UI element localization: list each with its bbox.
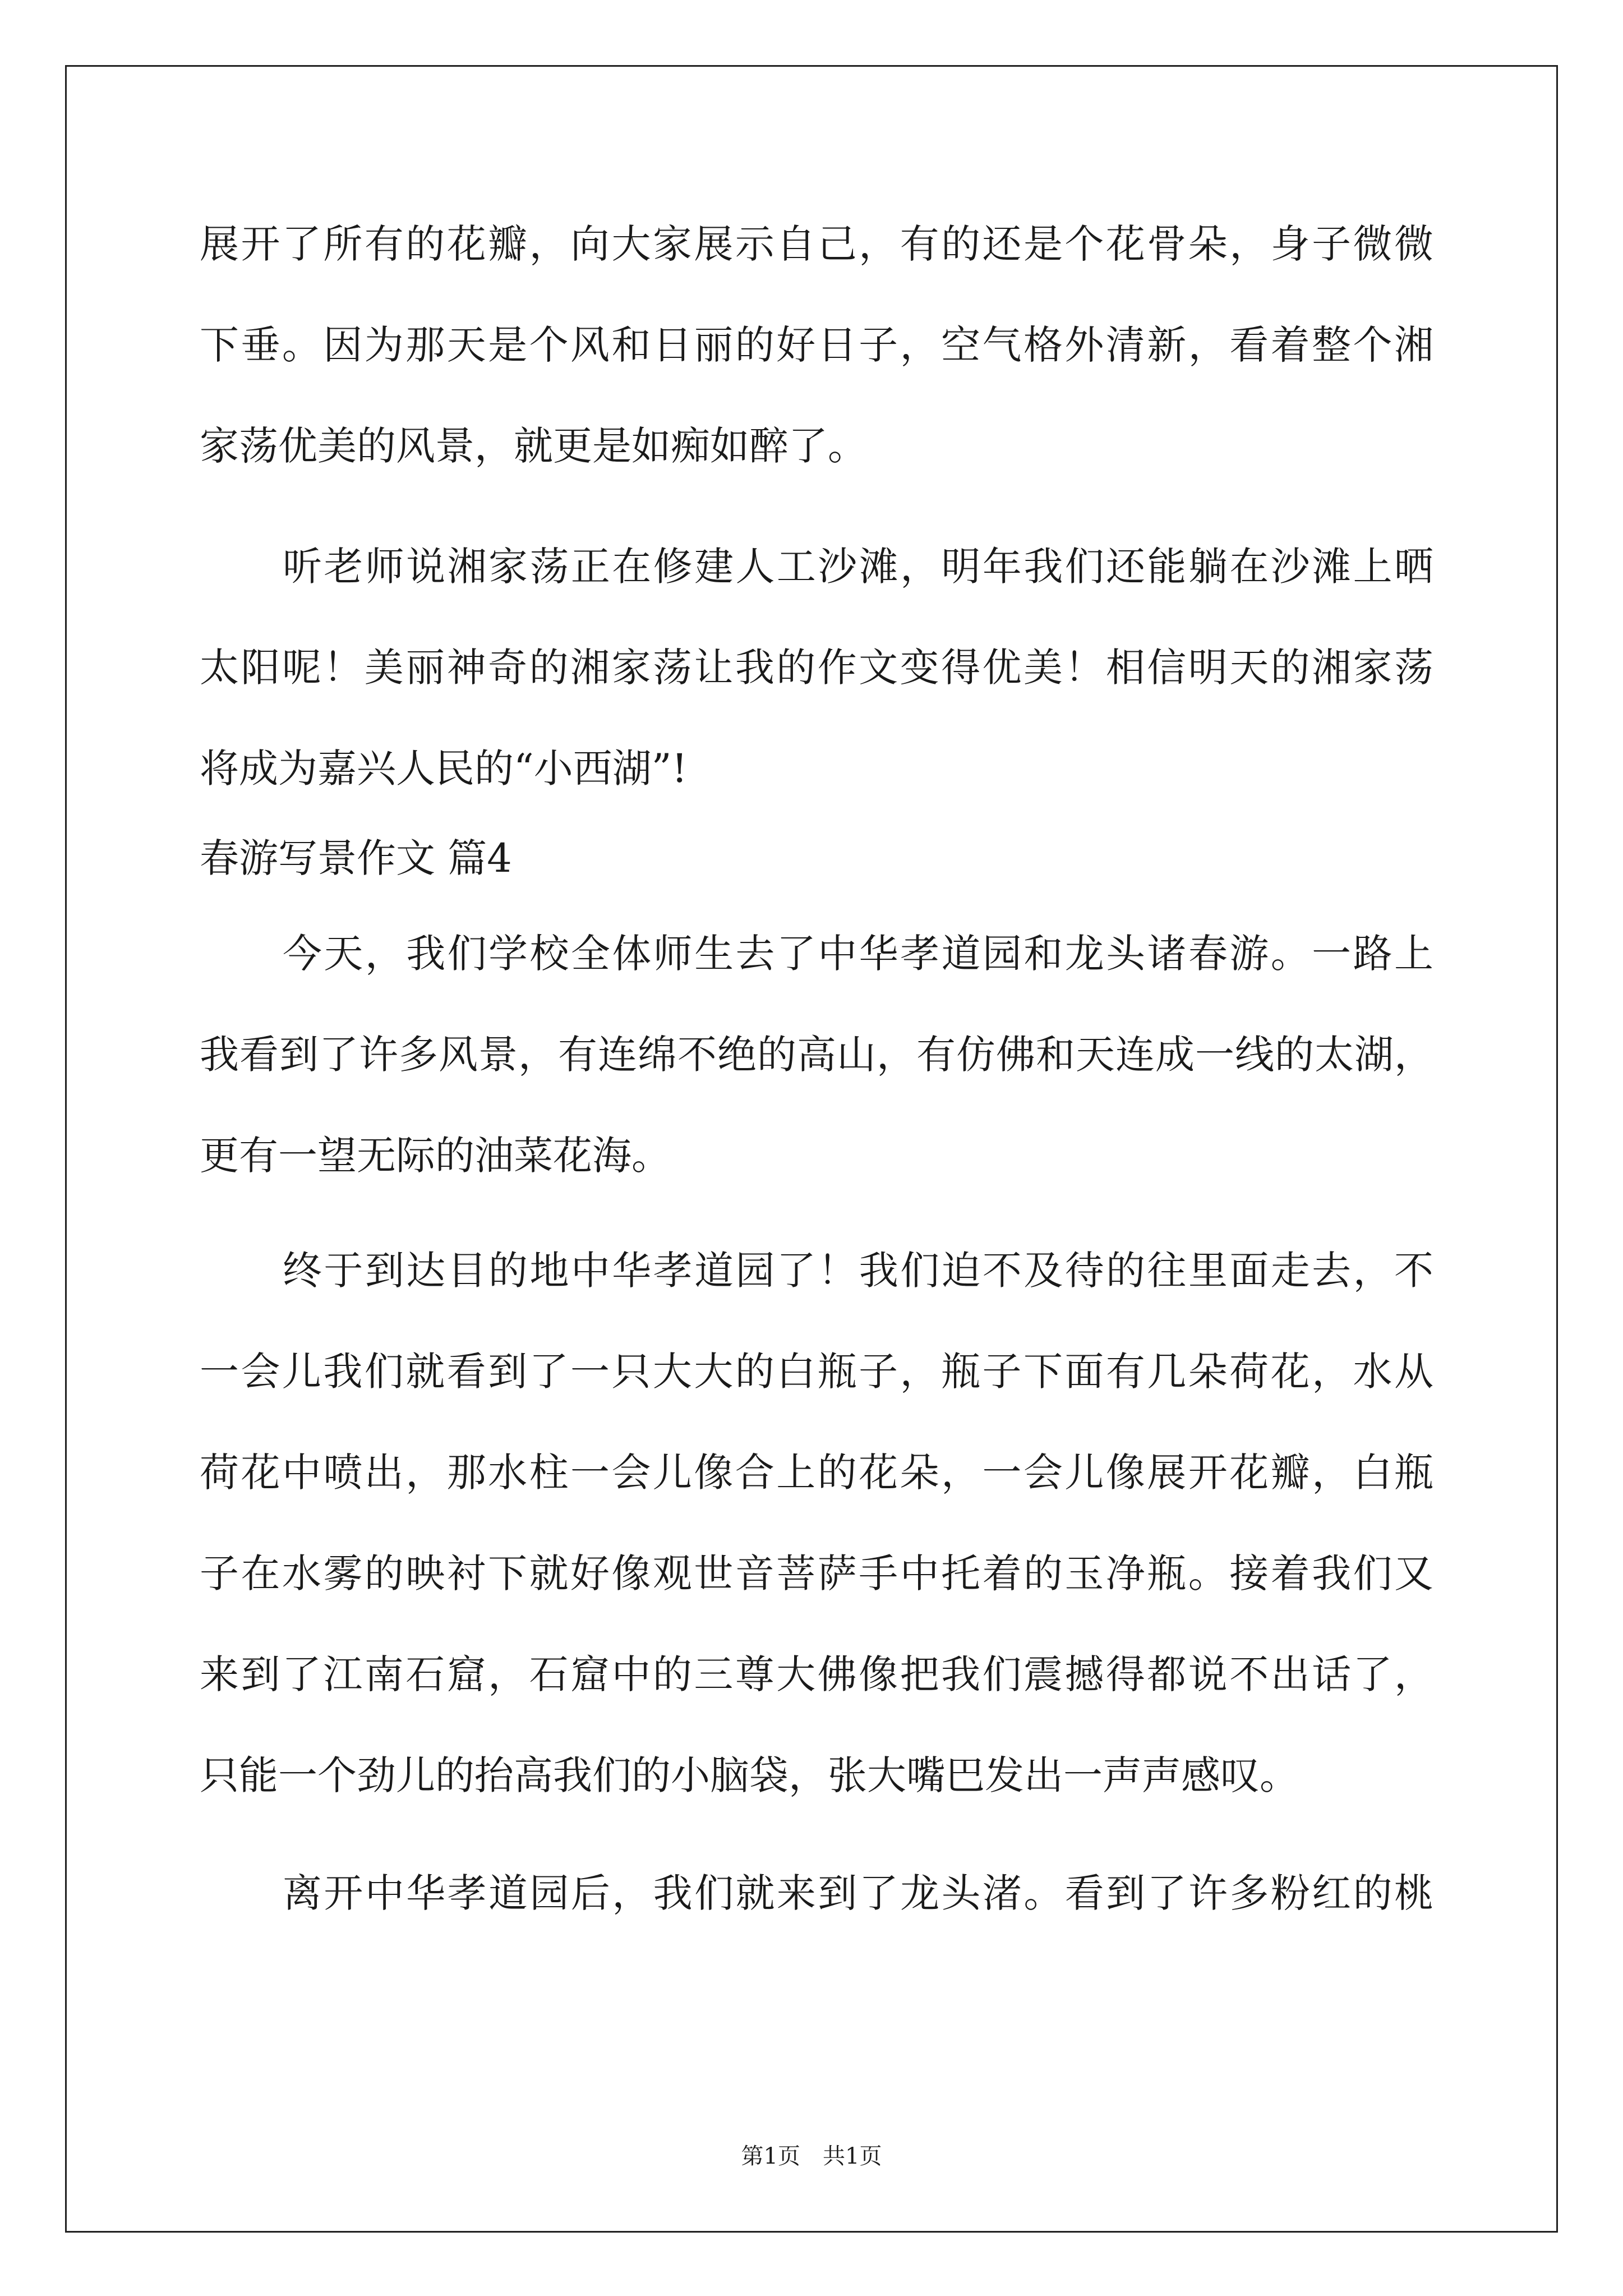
text-line: 一会儿我们就看到了一只大大的白瓶子，瓶子下面有几朵荷花，水从 xyxy=(200,1349,1433,1395)
text-line: 将成为嘉兴人民的“小西湖”! xyxy=(200,746,688,792)
section-heading: 春游写景作文 篇4 xyxy=(200,835,512,881)
text-line: 离开中华孝道园后，我们就来到了龙头渚。看到了许多粉红的桃 xyxy=(283,1870,1433,1916)
text-line: 来到了江南石窟，石窟中的三尊大佛像把我们震撼得都说不出话了， xyxy=(200,1651,1433,1697)
text-line: 下垂。因为那天是个风和日丽的好日子，空气格外清新，看着整个湘 xyxy=(200,322,1433,368)
page-number-footer: 第1页 共1页 xyxy=(741,2143,882,2169)
text-line: 子在水雾的映衬下就好像观世音菩萨手中托着的玉净瓶。接着我们又 xyxy=(200,1550,1433,1596)
text-line: 荷花中喷出，那水柱一会儿像合上的花朵，一会儿像展开花瓣，白瓶 xyxy=(200,1450,1433,1496)
text-line: 听老师说湘家荡正在修建人工沙滩，明年我们还能躺在沙滩上晒 xyxy=(283,544,1433,590)
text-line: 更有一望无际的油菜花海。 xyxy=(200,1133,671,1179)
text-line: 家荡优美的风景，就更是如痴如醉了。 xyxy=(200,423,867,469)
text-line: 终于到达目的地中华孝道园了！我们迫不及待的往里面走去，不 xyxy=(283,1248,1433,1294)
text-line: 只能一个劲儿的抬高我们的小脑袋，张大嘴巴发出一声声感叹。 xyxy=(200,1752,1299,1798)
text-line: 今天，我们学校全体师生去了中华孝道园和龙头诸春游。一路上 xyxy=(283,931,1433,977)
text-line: 展开了所有的花瓣，向大家展示自己，有的还是个花骨朵，身子微微 xyxy=(200,221,1433,267)
text-line: 我看到了许多风景，有连绵不绝的高山，有仿佛和天连成一线的太湖， xyxy=(200,1032,1433,1078)
text-line: 太阳呢！美丽神奇的湘家荡让我的作文变得优美！相信明天的湘家荡 xyxy=(200,645,1433,691)
